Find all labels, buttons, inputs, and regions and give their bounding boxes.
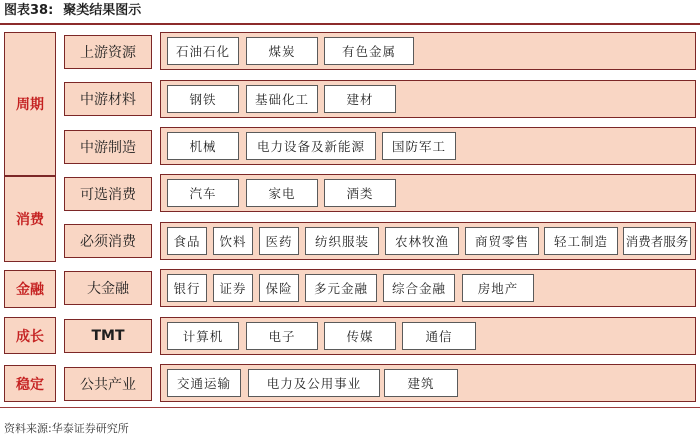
industry-box: 建筑 <box>384 369 458 397</box>
band-midstream-materials <box>160 80 696 118</box>
band-upstream-resources <box>160 32 696 70</box>
industry-box: 交通运输 <box>167 369 241 397</box>
sub-label: 中游材料 <box>80 92 136 108</box>
industry-box: 石油石化 <box>167 37 239 65</box>
industry-box: 通信 <box>402 322 476 350</box>
industry-box: 银行 <box>167 274 207 302</box>
figure-title <box>4 0 141 22</box>
band-big-finance <box>160 269 696 307</box>
band-tmt <box>160 317 696 355</box>
group-finance <box>4 270 56 308</box>
industry-box: 多元金融 <box>305 274 377 302</box>
group-cycle <box>4 32 56 176</box>
group-label: 稳定 <box>16 376 44 393</box>
band-staples <box>160 222 696 260</box>
band-midstream-manufacturing <box>160 127 696 165</box>
sub-label: 必须消费 <box>80 234 136 250</box>
industry-box: 汽车 <box>167 179 239 207</box>
industry-box: 传媒 <box>324 322 396 350</box>
industry-box: 保险 <box>259 274 299 302</box>
sub-midstream-materials <box>64 82 152 116</box>
sub-label: 中游制造 <box>80 140 136 156</box>
sub-tmt <box>64 319 152 353</box>
industry-box: 基础化工 <box>246 85 318 113</box>
band-discretionary <box>160 174 696 212</box>
industry-box: 家电 <box>246 179 318 207</box>
figure-number: 图表38: <box>4 3 54 18</box>
industry-box: 机械 <box>167 132 239 160</box>
sub-label: 上游资源 <box>80 45 136 61</box>
sub-label: 公共产业 <box>80 377 136 393</box>
sub-public-utilities <box>64 367 152 401</box>
bottom-rule <box>0 407 700 408</box>
group-label: 消费 <box>16 212 44 228</box>
figure-caption: 聚类结果图示 <box>63 3 142 18</box>
band-public-utilities <box>160 364 696 402</box>
sub-midstream-manufacturing <box>64 130 152 164</box>
sub-label: 大金融 <box>87 281 129 297</box>
industry-box: 煤炭 <box>246 37 318 65</box>
sub-discretionary <box>64 177 152 211</box>
sub-upstream-resources <box>64 35 152 69</box>
industry-box: 医药 <box>259 227 299 255</box>
industry-box: 综合金融 <box>383 274 455 302</box>
sub-label: TMT <box>91 328 125 344</box>
top-rule <box>0 23 700 25</box>
industry-box: 建材 <box>324 85 396 113</box>
industry-box: 纺织服装 <box>305 227 379 255</box>
industry-box: 电力设备及新能源 <box>246 132 376 160</box>
industry-box: 消费者服务 <box>623 227 691 255</box>
group-label: 周期 <box>16 97 44 113</box>
group-consumption <box>4 176 56 262</box>
industry-box: 证券 <box>213 274 253 302</box>
industry-box: 电子 <box>246 322 318 350</box>
industry-box: 电力及公用事业 <box>248 369 380 397</box>
group-growth <box>4 317 56 354</box>
group-stable <box>4 365 56 402</box>
group-label: 成长 <box>16 328 44 345</box>
group-label: 金融 <box>16 282 44 298</box>
industry-box: 国防军工 <box>382 132 456 160</box>
sub-label: 可选消费 <box>80 187 136 203</box>
sub-big-finance <box>64 271 152 305</box>
industry-box: 有色金属 <box>324 37 414 65</box>
industry-box: 农林牧渔 <box>385 227 459 255</box>
industry-box: 食品 <box>167 227 207 255</box>
industry-box: 酒类 <box>324 179 396 207</box>
sub-staples <box>64 224 152 258</box>
source-note: 资料来源:华泰证券研究所 <box>4 422 129 435</box>
industry-box: 房地产 <box>462 274 534 302</box>
industry-box: 计算机 <box>167 322 239 350</box>
industry-box: 饮料 <box>213 227 253 255</box>
industry-box: 商贸零售 <box>465 227 539 255</box>
industry-box: 轻工制造 <box>544 227 618 255</box>
industry-box: 钢铁 <box>167 85 239 113</box>
